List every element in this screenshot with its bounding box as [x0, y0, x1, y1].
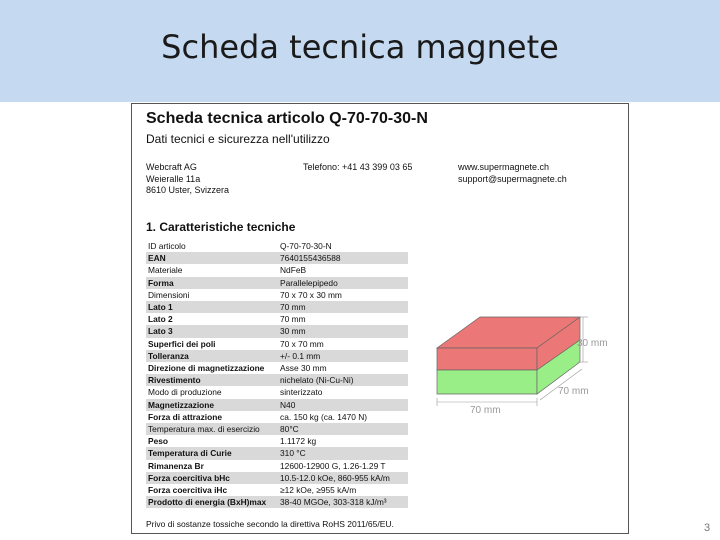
rohs-note: Privo di sostanze tossiche secondo la direttiva RoHS 2011/65/EU.: [146, 519, 394, 529]
depth-label: 70 mm: [558, 386, 589, 397]
spec-row: [146, 386, 408, 398]
company-phone: Telefono: +41 43 399 03 65: [303, 162, 413, 172]
spec-key: Temperatura max. di esercizio: [146, 423, 278, 435]
spec-value: 7640155436588: [278, 252, 408, 264]
spec-key: Lato 3: [146, 325, 278, 337]
website-link[interactable]: www.supermagnete.ch: [458, 162, 550, 172]
spec-value: ≥12 kOe, ≥955 kA/m: [280, 485, 357, 496]
slide-title: Scheda tecnica magnete: [161, 28, 559, 66]
spec-row: [146, 362, 408, 374]
spec-key: Rivestimento: [146, 374, 278, 386]
spec-row: [146, 350, 408, 362]
spec-key: Direzione di magnetizzazione: [148, 363, 265, 374]
spec-value: NdFeB: [280, 265, 307, 276]
spec-value: Asse 30 mm: [280, 363, 327, 374]
spec-value: 38-40 MGOe, 303-318 kJ/m³: [278, 496, 408, 508]
spec-row: [146, 484, 408, 496]
spec-row: [146, 460, 408, 472]
spec-row: [146, 252, 408, 264]
spec-key: Tolleranza: [146, 350, 278, 362]
spec-key: Materiale: [148, 265, 183, 276]
spec-key: Temperatura di Curie: [146, 447, 278, 459]
spec-value: N40: [278, 399, 408, 411]
spec-row: [146, 264, 408, 276]
spec-row: [146, 472, 408, 484]
spec-key: Forza coercitiva iHc: [148, 485, 228, 496]
datasheet: [131, 103, 629, 534]
spec-row: [146, 496, 408, 508]
section-title: 1. Caratteristiche tecniche: [146, 220, 296, 234]
spec-key: Magnetizzazione: [146, 399, 278, 411]
spec-key: Forma: [146, 277, 278, 289]
spec-table: [146, 240, 408, 508]
spec-value: nichelato (Ni-Cu-Ni): [278, 374, 408, 386]
width-label: 70 mm: [470, 405, 501, 416]
address-line: Webcraft AG: [146, 162, 197, 172]
spec-key: Forza coercitiva bHc: [146, 472, 278, 484]
spec-value: 70 x 70 mm: [280, 338, 324, 349]
spec-key: Modo di produzione: [148, 387, 222, 398]
email-link[interactable]: support@supermagnete.ch: [458, 173, 567, 184]
spec-row: [146, 399, 408, 411]
spec-key: Peso: [148, 436, 169, 447]
spec-row: [146, 411, 408, 423]
address-line: Weieralle 11a: [146, 173, 201, 184]
spec-value: 1.1172 kg: [280, 436, 317, 447]
magnet-front-south: [437, 370, 537, 394]
spec-value: Parallelepipedo: [278, 277, 408, 289]
page-number: 3: [704, 522, 711, 534]
spec-row: [146, 338, 408, 350]
spec-value: 80°C: [278, 423, 408, 435]
spec-row: [146, 277, 408, 289]
spec-value: 70 x 70 x 30 mm: [280, 289, 342, 300]
spec-value: 70 mm: [278, 301, 408, 313]
spec-value: sinterizzato: [280, 387, 323, 398]
spec-value: 30 mm: [278, 325, 408, 337]
spec-value: 10.5-12.0 kOe, 860-955 kA/m: [278, 472, 408, 484]
spec-row: [146, 313, 408, 325]
spec-key: Prodotto di energia (BxH)max: [146, 496, 278, 508]
spec-value: ca. 150 kg (ca. 1470 N): [280, 411, 368, 422]
spec-key: Rimanenza Br: [148, 460, 204, 471]
spec-row: [146, 423, 408, 435]
spec-row: [146, 374, 408, 386]
datasheet-title: Scheda tecnica articolo Q-70-70-30-N: [146, 110, 428, 127]
company-address: [146, 162, 229, 197]
spec-key: EAN: [146, 252, 278, 264]
spec-key: Forza di attrazione: [148, 411, 222, 422]
spec-value: 12600-12900 G, 1.26-1.29 T: [280, 460, 386, 471]
spec-value: 310 °C: [278, 447, 408, 459]
spec-key: ID articolo: [148, 241, 186, 251]
spec-key: Superfici dei poli: [148, 338, 216, 349]
address-line: 8610 Uster, Svizzera: [146, 185, 230, 195]
spec-row: [146, 301, 408, 313]
spec-key: Dimensioni: [148, 289, 190, 300]
spec-row: [146, 289, 408, 301]
spec-value: Q-70-70-30-N: [280, 241, 332, 251]
spec-value: 70 mm: [280, 314, 306, 325]
spec-row: [146, 435, 408, 447]
height-label: 30 mm: [577, 338, 608, 349]
spec-key: Lato 2: [148, 314, 173, 325]
magnet-front-north: [437, 348, 537, 370]
magnet-diagram: [432, 314, 622, 434]
spec-row: [146, 447, 408, 459]
spec-row: [146, 325, 408, 337]
spec-key: Lato 1: [146, 301, 278, 313]
spec-value: +/- 0.1 mm: [278, 350, 408, 362]
company-web: [458, 162, 567, 185]
spec-row: [146, 240, 408, 252]
datasheet-subtitle: Dati tecnici e sicurezza nell'utilizzo: [146, 132, 330, 146]
